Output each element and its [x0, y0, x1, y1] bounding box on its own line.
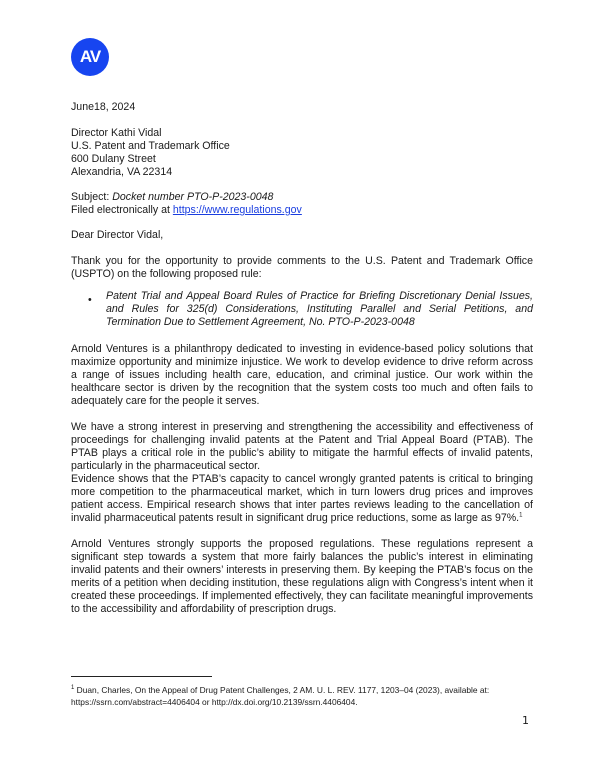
letter-date: June18, 2024 — [71, 101, 136, 113]
footnote-divider — [71, 676, 212, 677]
filed-line — [71, 204, 533, 217]
intro-paragraph: Thank you for the opportunity to provide comments to the U.S. Patent and Trademark Office (USPTO) on the following proposed rule: — [71, 255, 533, 280]
proposed-rule-bullet: Patent Trial and Appeal Board Rules of Practice for Briefing Discretionary Denial Issues, and Rules for 325(d) Considerations, Instituting Parallel and Serial Petitions, and Termination Due to Settlement Agreement, No. PTO-P-2023-0048 — [106, 290, 533, 328]
paragraph-1: Arnold Ventures is a philanthropy dedicated to investing in evidence-based policy solutions that maximize opportunity and minimize injustice. We work to develop evidence to drive reform across a range of issues including health care, education, and criminal justice. Our work within the healthcare sector is driven by the recognition that the system costs too much and often fails to adequately care for the people it serves. — [71, 343, 533, 407]
subject-line — [71, 191, 533, 204]
footnote-number: 1 — [71, 685, 75, 692]
recipient-office: U.S. Patent and Trademark Office — [71, 139, 230, 152]
arnold-ventures-logo — [71, 38, 109, 76]
logo-text: AV — [79, 47, 101, 66]
paragraph-3 — [71, 473, 533, 525]
filed-label: Filed electronically at — [71, 203, 173, 216]
subject-value: Docket number PTO-P-2023-0048 — [112, 191, 274, 203]
footnote — [71, 684, 541, 708]
recipient-name: Director Kathi Vidal — [71, 127, 162, 139]
recipient-city: Alexandria, VA 22314 — [71, 165, 173, 178]
paragraph-3-text: Evidence shows that the PTAB’s capacity to cancel wrongly granted patents is critical to bringing more competition to the pharmaceutical market, which in turn lowers drug prices and improves patient access. Empirical research shows that inter partes reviews leading to the cancellation of invalid pharmaceutical patents result in significant drug price reductions, some as large as 97%. — [71, 473, 533, 524]
recipient-address — [71, 127, 533, 179]
bullet-icon: • — [88, 294, 92, 306]
salutation: Dear Director Vidal, — [71, 229, 164, 241]
footnote-ref[interactable]: 1 — [519, 512, 523, 519]
page-number: 1 — [522, 714, 529, 727]
footnote-text: Duan, Charles, On the Appeal of Drug Patent Challenges, 2 AM. U. L. REV. 1177, 1203–04 (2023), available at: https://ssrn.com/abstract=4406404 or http://dx.doi.org/10.2139/ssrn.4406404. — [71, 685, 490, 707]
paragraph-4: Arnold Ventures strongly supports the proposed regulations. These regulations represent a significant step towards a system that more fairly balances the public’s interest in eliminating invalid patents and their owners’ interests in preserving them. By keeping the PTAB’s focus on the merits of a petition when deciding institution, these regulations align with Congress’s intent when it created these proceedings. If implemented effectively, they can facilitate meaningful improvements to the accessibility and affordability of prescription drugs. — [71, 538, 533, 615]
subject-label: Subject: — [71, 191, 113, 203]
regulations-link[interactable]: https://www.regulations.gov — [172, 203, 302, 216]
paragraph-2: We have a strong interest in preserving and strengthening the accessibility and effectiveness of proceedings for challenging invalid patents at the Patent and Trial Appeal Board (PTAB). The PTAB plays a critical role in the public’s ability to mitigate the harmful effects of invalid patents, particularly in the pharmaceutical sector. — [71, 421, 533, 472]
subject-block — [71, 191, 533, 217]
recipient-street: 600 Dulany Street — [71, 152, 156, 165]
